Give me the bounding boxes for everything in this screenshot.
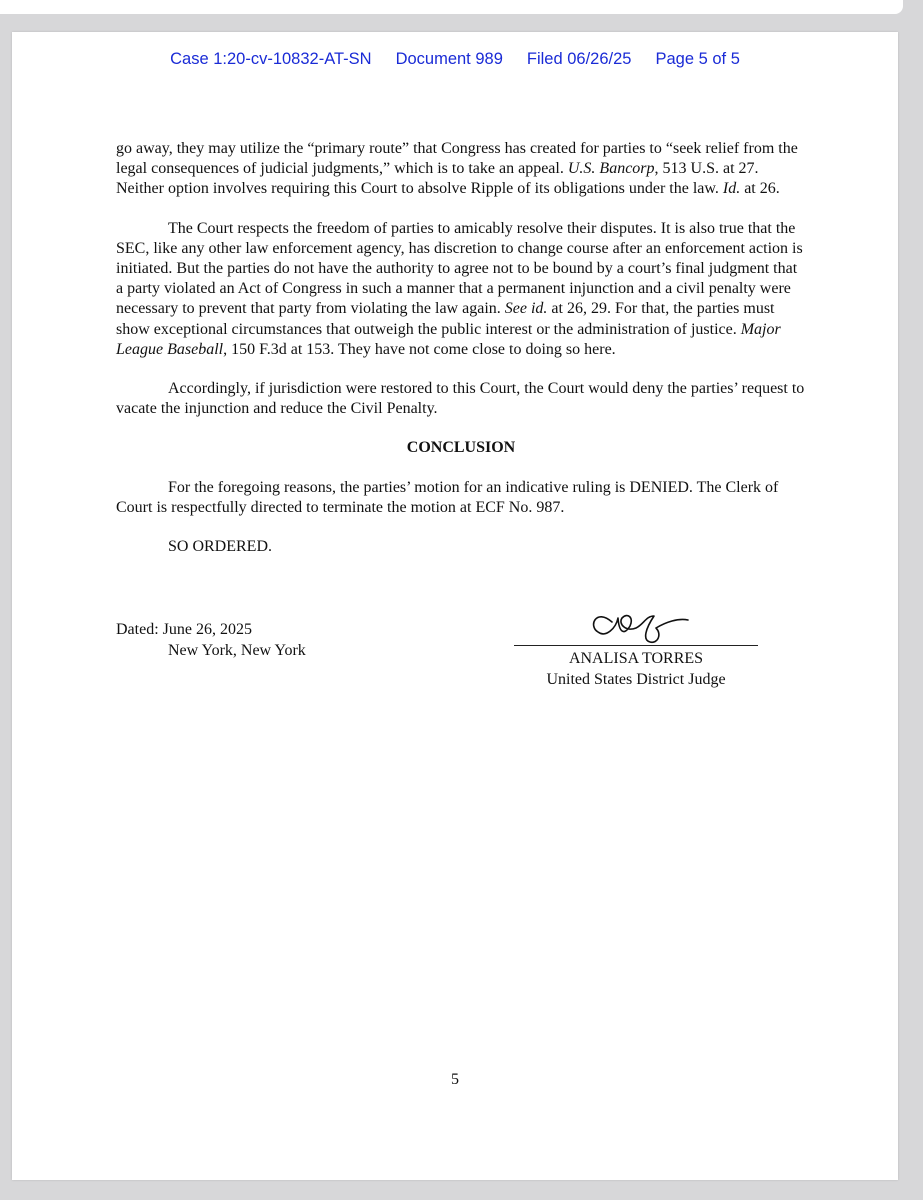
signature-line [514,645,758,646]
judge-block [514,649,758,690]
document-body [116,139,806,557]
so-ordered: SO ORDERED. [168,538,273,556]
judge-title: United States District Judge [546,670,726,688]
paragraph-3: Accordingly, if jurisdiction were restored to this Court, the Court would deny the parties’ request to vacate the injunction and reduce the Civil Penalty. [116,380,805,418]
paragraph-2: The Court respects the freedom of parties to amicably resolve their disputes. It is also true that the SEC, like any other law enforcement agency, has discretion to change course after an enforcement action is initiated. But the parties do not have the authority to agree not to be bound by a court’s final judgment that a party violated an Act of Congress in such a manner that a permanent injunction and a civil penalty were necessary to prevent that party from violating the law again. See id. at 26, 29. For that, the parties must show exceptional circumstances that outweigh the public interest or the administration of justice. Major League Baseball, 150 F.3d at 153. They have not come close to doing so here. [116,219,803,358]
case-number: Case 1:20-cv-10832-AT-SN [170,50,372,68]
document-number: Document 989 [395,50,503,68]
handwritten-signature [582,598,692,648]
dated-block [116,620,306,661]
page-number: 5 [451,1071,459,1088]
paragraph-4: For the foregoing reasons, the parties’ motion for an indicative ruling is DENIED. The Clerk of Court is respectfully directed to terminate the motion at ECF No. 987. [116,478,779,516]
location-line: New York, New York [168,641,306,659]
ecf-header [12,50,898,69]
section-heading: CONCLUSION [406,439,516,457]
previous-page-edge [0,0,903,14]
document-page [12,32,898,1180]
judge-name: ANALISA TORRES [568,650,704,667]
filed-date: Filed 06/26/25 [526,50,632,68]
dated-line: Dated: June 26, 2025 [116,621,252,638]
page-indicator: Page 5 of 5 [655,50,740,68]
paragraph-1: go away, they may utilize the “primary route” that Congress has created for parties to “seek relief from the legal consequences of judicial judgments,” which is to take an appeal. U.S. Bancorp, 513 U.S. at 27. Neither option involves requiring this Court to absolve Ripple of its obligations under the law. Id. at 26. [116,140,798,198]
